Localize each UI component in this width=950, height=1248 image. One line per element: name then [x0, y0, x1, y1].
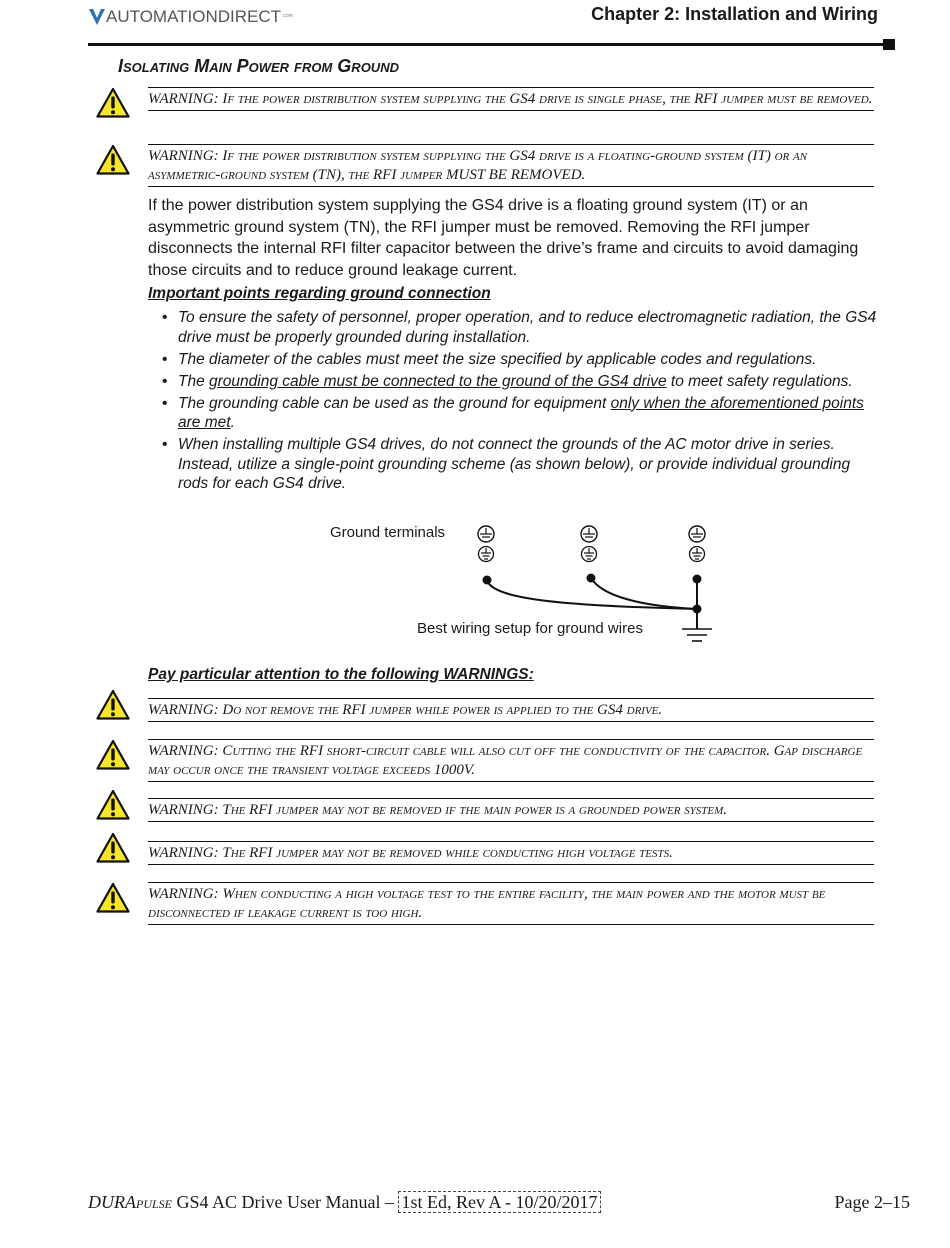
list-item: • The grounding cable must be connected to the ground of the GS4 drive to meet safety regulations.: [162, 372, 853, 390]
list-item: • The grounding cable can be used as the ground for equipment only when the aforementioned points are met.: [162, 394, 864, 431]
warning-icon: [96, 739, 130, 771]
warning-icon: [96, 832, 130, 864]
wire-node: [693, 605, 702, 614]
earth-ground-icon: [682, 629, 712, 641]
emphasis-underline: only when the aforementioned points are met: [178, 394, 864, 431]
page-number: Page 2–15: [834, 1192, 910, 1212]
warning-icon: [96, 882, 130, 914]
warning-text: WARNING: If the power distribution system supplying the GS4 drive is a floating-ground system (IT) or an asymmetric-ground system (TN), the RFI jumper MUST BE REMOVED.: [148, 148, 808, 183]
footer-manual-title: DURApulse GS4 AC Drive User Manual – 1st Ed, Rev A - 10/20/2017: [88, 1192, 601, 1213]
footer-brand: DURApulse: [88, 1192, 172, 1212]
wire-node: [483, 576, 492, 585]
chapter-title: Chapter 2: Installation and Wiring: [591, 4, 878, 24]
logo-check-icon: [88, 7, 106, 27]
list-item: • When installing multiple GS4 drives, do not connect the grounds of the AC motor drive in series. Instead, utilize a single-point grounding scheme (as shown below), or provide individual grounding rods for each GS4 drive.: [162, 436, 851, 492]
warning-text: WARNING: If the power distribution system supplying the GS4 drive is single phase, the RFI jumper must be removed.: [148, 91, 873, 107]
warning-icon: [96, 689, 130, 721]
list-item: • To ensure the safety of personnel, proper operation, and to reduce electromagnetic radiation, the GS4 drive must be properly grounded during installation.: [162, 309, 877, 346]
warning-text: WARNING: Do not remove the RFI jumper while power is applied to the GS4 drive.: [148, 702, 663, 718]
intro-paragraph: If the power distribution system supplying the GS4 drive is a floating ground system (IT) or an asymmetric ground system (TN), the RFI jumper must be removed. Removing the RFI jumper disconnects the internal RFI filter capacitor between the drive’s frame and circuits to avoid damaging those circuits and to reduce ground leakage current.: [148, 197, 859, 279]
section-title: Isolating Main Power from Ground: [118, 56, 399, 76]
warning-text: WARNING: Cutting the RFI short-circuit cable will also cut off the conductivity of the capacitor. Gap discharge may occur once the transient voltage exceeds 1000V.: [148, 743, 863, 778]
warning-text: WARNING: The RFI jumper may not be removed if the main power is a grounded power system.: [148, 802, 728, 818]
warning-icon: [96, 789, 130, 821]
ground-terminal-icon: [478, 526, 494, 562]
wire-node: [693, 575, 702, 584]
important-points-heading: Important points regarding ground connection: [148, 285, 491, 302]
logo-suffix: .com: [282, 13, 293, 19]
ground-terminals-label: Ground terminals: [330, 524, 446, 541]
emphasis-underline: grounding cable must be connected to the ground of the GS4 drive: [209, 372, 667, 390]
warning-icon: [96, 87, 130, 119]
ground-points-list: [162, 308, 878, 496]
footer-edition: 1st Ed, Rev A - 10/20/2017: [398, 1191, 600, 1213]
warning-text: WARNING: When conducting a high voltage test to the entire facility, the main power and the motor must be disconnected if leakage current is too high.: [148, 886, 826, 921]
warning-icon: [96, 144, 130, 176]
ground-terminal-icon: [689, 526, 705, 562]
wiring-setup-label: Best wiring setup for ground wires: [417, 620, 643, 637]
attention-heading: Pay particular attention to the following WARNINGS:: [148, 666, 534, 683]
list-item: • The diameter of the cables must meet the size specified by applicable codes and regulations.: [162, 350, 817, 368]
grounding-diagram: [320, 516, 730, 648]
warning-text: WARNING: The RFI jumper may not be removed while conducting high voltage tests.: [148, 845, 673, 861]
header-rule-marker: [883, 39, 895, 50]
ground-terminal-icon: [581, 526, 597, 562]
header-rule: [88, 43, 884, 46]
brand-logo: [88, 5, 293, 27]
logo-text: AUTOMATIONDIRECT: [106, 7, 282, 26]
wire-node: [587, 574, 596, 583]
